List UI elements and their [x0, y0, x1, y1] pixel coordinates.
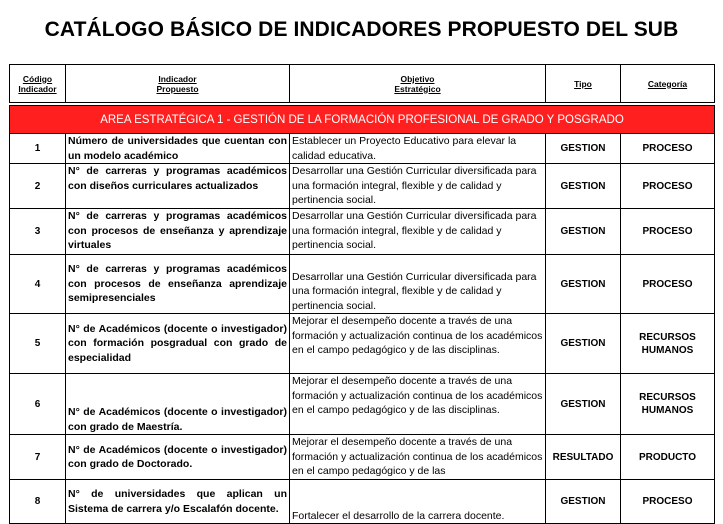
- row-indicador: N° de Académicos (docente o investigador) con grado de Maestría.: [66, 374, 290, 435]
- table-row: [10, 314, 715, 374]
- header-indicador: [66, 65, 290, 103]
- row-tipo: GESTION: [546, 134, 621, 164]
- row-objetivo: Mejorar el desempeño docente a través de una formación y actualización continua de los académicos en el campo pedagógico y de las disciplinas.: [290, 314, 546, 374]
- row-objetivo: Desarrollar una Gestión Curricular diversificada para una formación integral, flexible y de calidad y pertinencia social.: [290, 255, 546, 314]
- row-tipo: RESULTADO: [546, 435, 621, 480]
- row-tipo: GESTION: [546, 209, 621, 255]
- header-codigo: [10, 65, 66, 103]
- header-objetivo-line1: Objetivo: [400, 73, 435, 84]
- header-objetivo-line2: Estratégico: [394, 83, 441, 94]
- row-categoria: [621, 374, 715, 435]
- row-tipo: GESTION: [546, 480, 621, 524]
- row-indicador: Número de universidades que cuentan con un modelo académico: [66, 134, 290, 164]
- row-objetivo: Mejorar el desempeño docente a través de una formación y actualización continua de los académicos en el campo pedagógico y de las disciplinas.: [290, 374, 546, 435]
- row-objetivo: Desarrollar una Gestión Curricular diversificada para una formación integral, flexible y de calidad y pertinencia social.: [290, 209, 546, 255]
- area-title: AREA ESTRATÉGICA 1 - GESTIÓN DE LA FORMACIÓN PROFESIONAL DE GRADO Y POSGRADO: [10, 106, 715, 134]
- header-objetivo: [290, 65, 546, 103]
- header-categoria: Categoría: [621, 65, 715, 103]
- row-objetivo: Mejorar el desempeño docente a través de una formación y actualización continua de los académicos en el campo pedagógico y de las: [290, 435, 546, 480]
- row-tipo: GESTION: [546, 164, 621, 209]
- row-categoria-line1: RECURSOS: [639, 392, 696, 403]
- row-indicador: N° de universidades que aplican un Sistema de carrera y/o Escalafón docente.: [66, 480, 290, 524]
- row-code: 5: [10, 314, 66, 374]
- row-categoria: PROCESO: [621, 164, 715, 209]
- table-row: [10, 209, 715, 255]
- row-indicador: N° de carreras y programas académicos con diseños curriculares actualizados: [66, 164, 290, 209]
- row-code: 7: [10, 435, 66, 480]
- row-categoria: PROCESO: [621, 480, 715, 524]
- row-categoria: [621, 314, 715, 374]
- row-categoria-line2: HUMANOS: [641, 344, 694, 356]
- row-objetivo: Desarrollar una Gestión Curricular diversificada para una formación integral, flexible y de calidad y pertinencia social.: [290, 164, 546, 209]
- table-row: [10, 435, 715, 480]
- header-codigo-line2: Indicador: [18, 83, 57, 94]
- row-categoria: PROCESO: [621, 209, 715, 255]
- header-codigo-line1: Código: [22, 73, 53, 84]
- table-row: [10, 480, 715, 524]
- row-indicador: N° de Académicos (docente o investigador) con grado de Doctorado.: [66, 435, 290, 480]
- header-indicador-line1: Indicador: [158, 73, 197, 84]
- table-row: [10, 255, 715, 314]
- row-categoria-line1: RECURSOS: [639, 331, 696, 343]
- row-objetivo: Fortalecer el desarrollo de la carrera docente.: [290, 480, 546, 524]
- row-objetivo: Establecer un Proyecto Educativo para elevar la calidad educativa.: [290, 134, 546, 164]
- row-code: 8: [10, 480, 66, 524]
- row-categoria: PROCESO: [621, 255, 715, 314]
- row-code: 3: [10, 209, 66, 255]
- row-categoria: PROCESO: [621, 134, 715, 164]
- header-indicador-line2: Propuesto: [156, 83, 199, 94]
- row-tipo: GESTION: [546, 255, 621, 314]
- table-row: [10, 374, 715, 435]
- row-tipo: GESTION: [546, 314, 621, 374]
- row-code: 1: [10, 134, 66, 164]
- table-row: [10, 164, 715, 209]
- header-tipo: Tipo: [546, 65, 621, 103]
- document-title: CATÁLOGO BÁSICO DE INDICADORES PROPUESTO DEL SUB: [44, 18, 679, 41]
- row-indicador: N° de carreras y programas académicos con procesos de enseñanza y aprendizaje virtuales: [66, 209, 290, 255]
- row-code: 6: [10, 374, 66, 435]
- area-row: [10, 106, 715, 134]
- indicators-table: [9, 64, 715, 524]
- row-indicador: N° de carreras y programas académicos con procesos de enseñanza aprendizaje semipresenciales: [66, 255, 290, 314]
- row-indicador: N° de Académicos (docente o investigador) con formación posgradual con grado de especialidad: [66, 314, 290, 374]
- row-categoria: PRODUCTO: [621, 435, 715, 480]
- row-categoria-line2: HUMANOS: [641, 405, 694, 416]
- table-row: [10, 134, 715, 164]
- row-tipo: GESTION: [546, 374, 621, 435]
- row-code: 2: [10, 164, 66, 209]
- row-code: 4: [10, 255, 66, 314]
- table-header-row: [10, 65, 715, 103]
